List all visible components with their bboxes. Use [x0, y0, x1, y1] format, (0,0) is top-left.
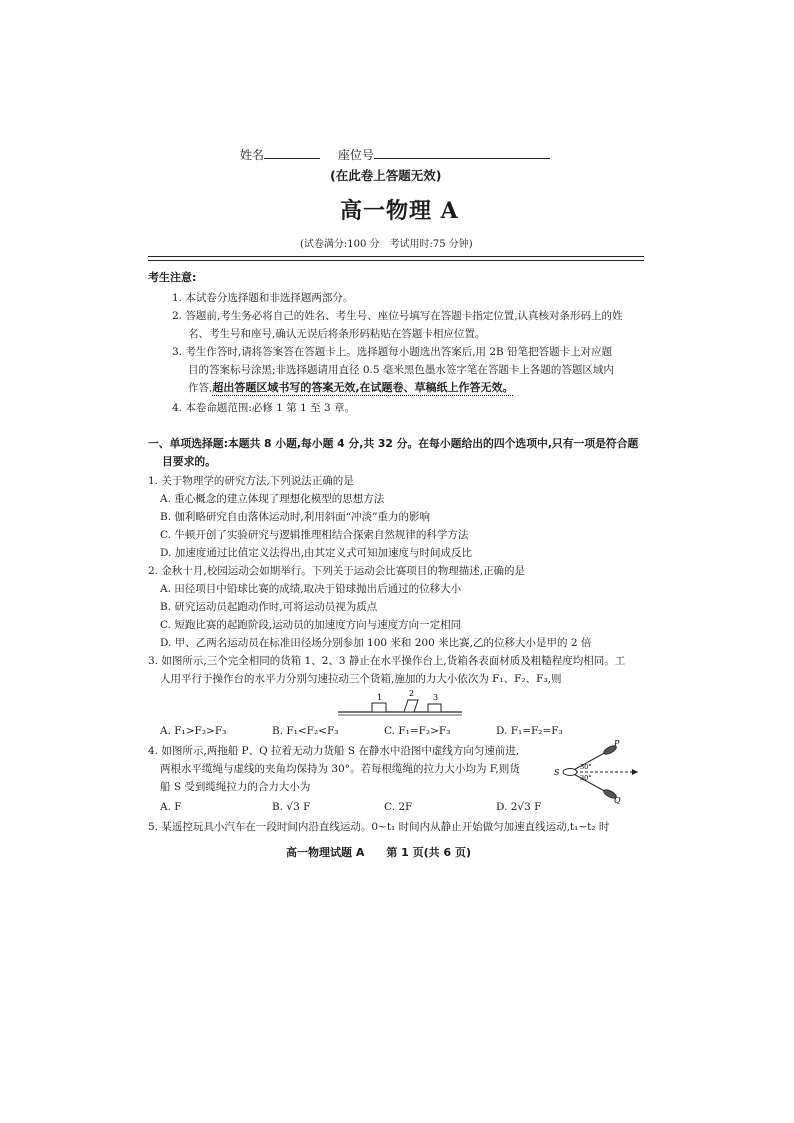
section-heading: 一、单项选择题:本题共 8 小题,每小题 4 分,共 32 分。在每小题给出的四个选项中,只有一项是符合题: [148, 437, 639, 450]
q3-option-d: D. F₁=F₂=F₃: [496, 725, 563, 737]
q4-option-b: B. √3 F: [272, 801, 311, 813]
name-blank: [264, 146, 320, 159]
notice-item-3-prefix: 作答,: [188, 382, 213, 394]
box-2-label: 2: [409, 689, 415, 698]
angle-label-bottom: 30°: [580, 774, 592, 782]
barge-s: [563, 769, 577, 776]
notice-item-2-cont: 名、考生号和座号,确认无误后将条形码粘贴在答题卡相应位置。: [188, 328, 486, 340]
q3-stem-cont: 人用平行于操作台的水平力分别匀速拉动三个货箱,施加的力大小依次为 F₁、F₂、F₃,则: [160, 673, 562, 685]
label-p: P: [614, 740, 620, 748]
q1-option-a: A. 重心概念的建立体现了理想化模型的思想方法: [160, 493, 385, 505]
q1-option-d: D. 加速度通过比值定义法得出,由其定义式可知加速度与时间成反比: [160, 547, 473, 559]
no-answer-warning: (在此卷上答题无效): [330, 168, 442, 183]
box-3: [428, 704, 441, 712]
q2-option-c: C. 短跑比赛的起跑阶段,运动员的加速度方向与速度方向一定相同: [160, 619, 462, 631]
q2-option-b: B. 研究运动员起跑动作时,可将运动员视为质点: [160, 601, 378, 613]
section-heading-cont: 目要求的。: [162, 455, 216, 468]
q4-figure-boats: [552, 740, 644, 804]
q5-stem: 5. 某遥控玩具小汽车在一段时间内沿直线运动。0~t₁ 时间内从静止开始做匀加速直线运动,t₁~t₂ 时: [148, 821, 610, 833]
q2-stem: 2. 金秋十月,校园运动会如期举行。下列关于运动会比赛项目的物理描述,正确的是: [148, 565, 526, 577]
notice-emphasis: 超出答题区域书写的答案无效,在试题卷、草稿纸上作答无效。: [212, 381, 514, 394]
label-s: S: [554, 768, 560, 777]
label-q: Q: [614, 796, 621, 804]
q1-stem: 1. 关于物理学的研究方法,下列说法正确的是: [148, 475, 354, 487]
notice-heading: 考生注意:: [148, 271, 197, 284]
page-footer: 高一物理试题 A 第 1 页(共 6 页): [286, 846, 472, 859]
notice-item-4: 4. 本卷命题范围:必修 1 第 1 至 3 章。: [172, 402, 355, 414]
q1-option-c: C. 牛顿开创了实验研究与逻辑推理相结合探索自然规律的科学方法: [160, 529, 469, 541]
notice-item-1: 1. 本试卷分选择题和非选择题两部分。: [172, 292, 354, 304]
q3-figure-boxes: [336, 688, 464, 720]
q2-option-d: D. 甲、乙两名运动员在标准田径场分别参加 100 米和 200 米比赛,乙的位移大小是甲的 2 倍: [160, 637, 592, 649]
notice-item-3-end: [188, 379, 514, 397]
q4-option-a: A. F: [160, 801, 182, 813]
q3-option-b: B. F₁<F₂<F₃: [272, 725, 339, 737]
q4-stem-cont-2: 船 S 受到缆绳拉力的合力大小为: [160, 781, 311, 793]
q3-option-a: A. F₁>F₂>F₃: [160, 725, 227, 737]
q3-option-c: C. F₁=F₂>F₃: [384, 725, 451, 737]
notice-item-2: 2. 答题前,考生务必将自己的姓名、考生号、座位号填写在答题卡指定位置,认真核对条形码上的姓: [172, 310, 623, 322]
notice-item-3-cont: 目的答案标号涂黑;非选择题请用直径 0.5 毫米黑色墨水签字笔在答题卡上各题的答题区域内: [188, 364, 614, 376]
q4-stem: 4. 如图所示,两拖船 P、Q 拉着无动力货船 S 在静水中沿图中虚线方向匀速前进,: [148, 745, 520, 757]
name-field: [240, 146, 550, 164]
header-rule-bottom: [148, 260, 644, 261]
q4-option-d: D. 2√3 F: [496, 801, 542, 813]
header-rule-top: [148, 256, 644, 257]
page-title: 高一物理 A: [340, 198, 459, 224]
seat-label: 座位号: [337, 148, 374, 162]
box-1-label: 1: [377, 693, 383, 702]
exam-info: (试卷满分:100 分 考试用时:75 分钟): [300, 239, 473, 250]
q3-stem: 3. 如图所示,三个完全相同的货箱 1、2、3 静止在水平操作台上,货箱各表面材质及粗糙程度均相同。工: [148, 655, 626, 667]
box-1: [372, 703, 386, 712]
q4-option-c: C. 2F: [384, 801, 413, 813]
angle-label-top: 30°: [580, 763, 592, 771]
q1-option-b: B. 伽利略研究自由落体运动时,利用斜面“冲淡”重力的影响: [160, 511, 430, 523]
seat-blank: [374, 146, 550, 159]
q4-stem-cont-1: 两根水平缆绳与虚线的夹角均保持为 30°。若每根缆绳的拉力大小均为 F,则货: [160, 763, 520, 775]
q2-option-a: A. 田径项目中铅球比赛的成绩,取决于铅球抛出后通过的位移大小: [160, 583, 462, 595]
notice-item-3: 3. 考生作答时,请将答案答在答题卡上。选择题每小题选出答案后,用 2B 铅笔把答题卡上对应题: [172, 346, 613, 358]
box-3-label: 3: [433, 693, 439, 702]
box-2: [404, 700, 418, 712]
name-label: 姓名: [240, 148, 265, 162]
